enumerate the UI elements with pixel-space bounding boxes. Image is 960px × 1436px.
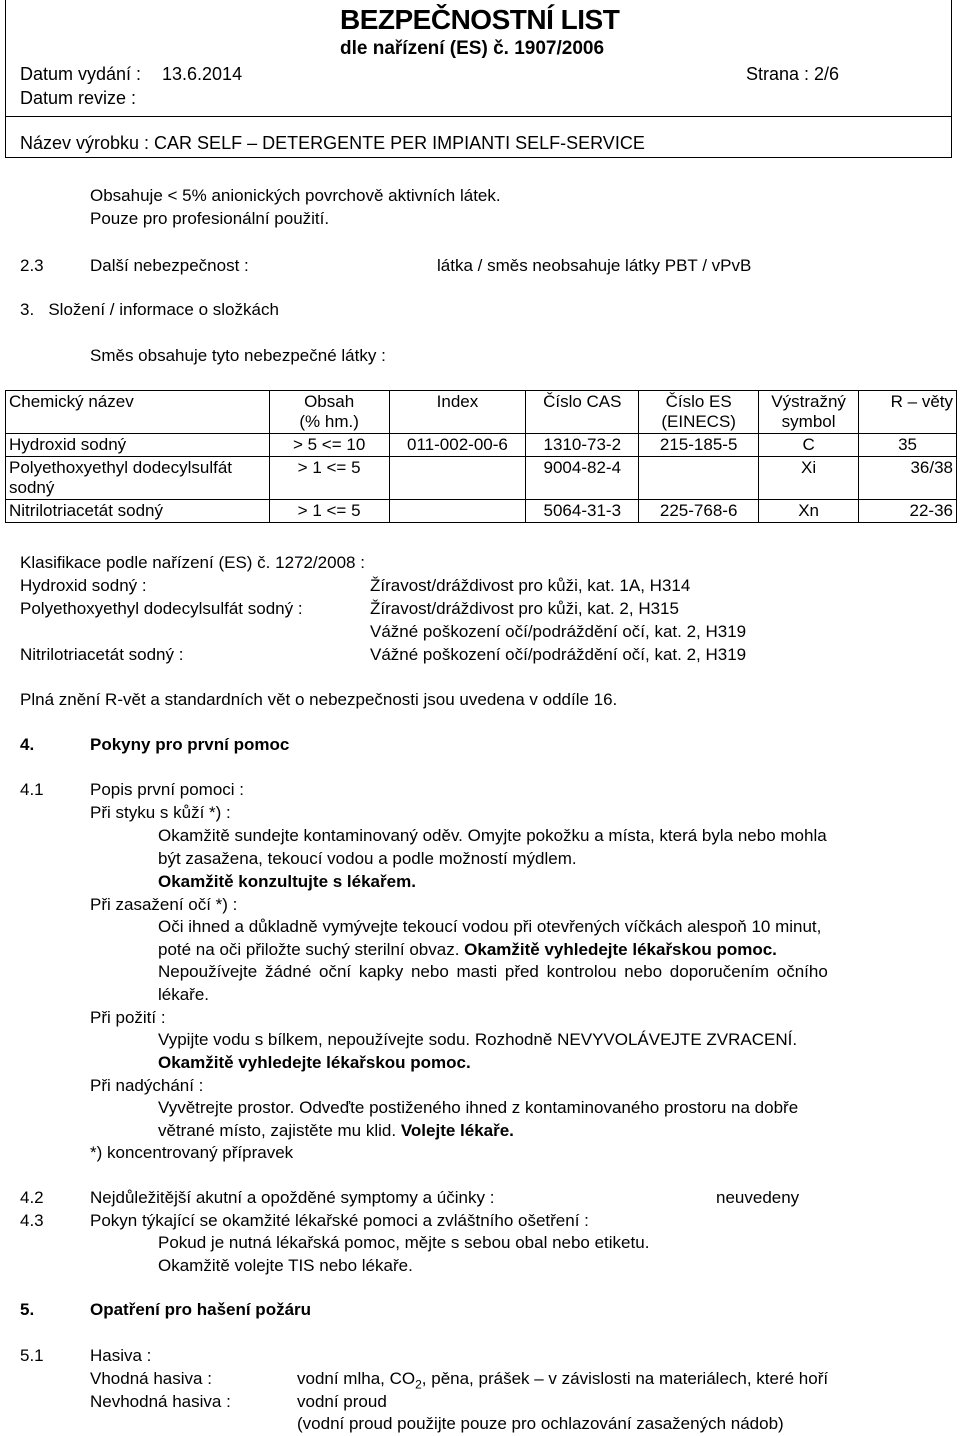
cell-es (639, 457, 759, 500)
unsuitable-media-line-2: (vodní proud použijte pouze pro ochlazování zasažených nádob) (297, 1414, 784, 1433)
section-4-2-value: neuvedeny (716, 1188, 800, 1207)
section-5-1-number: 5.1 (20, 1346, 44, 1365)
section-4-number: 4. (20, 735, 35, 754)
section-4-2-label: Nejdůležitější akutní a opožděné symptomy a účinky : (90, 1188, 495, 1207)
hazardous-substances-table (5, 390, 957, 523)
classification-value-3: Vážné poškození očí/podráždění očí, kat. 2, H319 (370, 645, 747, 664)
classification-value-1: Žíravost/dráždivost pro kůži, kat. 1A, H314 (370, 576, 691, 595)
suitable-media-b: , pěna, prášek – v závislosti na materiálech, které hoří (421, 1369, 829, 1388)
suitable-media-value (297, 1369, 828, 1391)
document-subtitle: dle nařízení (ES) č. 1907/2006 (340, 38, 605, 59)
ingestion-line-1: Vypijte vodu s bílkem, nepoužívejte sodu. Rozhodně NEVYVOLÁVEJTE ZVRACENÍ. (158, 1030, 798, 1049)
eye-contact-line-2 (158, 940, 777, 960)
cell-es: 215-185-5 (639, 434, 759, 457)
eye-contact-line-4: lékaře. (158, 985, 210, 1004)
classification-substance-2: Polyethoxyethyl dodecylsulfát sodný : (20, 599, 303, 618)
cell-name: Polyethoxyethyl dodecylsulfát sodný (6, 457, 270, 500)
ingestion-label: Při požití : (90, 1008, 166, 1027)
eye-contact-line-2b: Okamžitě vyhledejte lékařskou pomoc. (464, 940, 777, 959)
suitable-media-label: Vhodná hasiva : (90, 1369, 212, 1388)
skin-contact-line-2: být zasažena, tekoucí vodou a podle možností mýdlem. (158, 849, 577, 868)
cell-content: > 5 <= 10 (269, 434, 389, 457)
suitable-media-subscript: 2 (415, 1377, 422, 1392)
inhalation-line-2a: větrané místo, zajistěte mu klid. (158, 1121, 397, 1140)
unsuitable-media-label: Nevhodná hasiva : (90, 1392, 231, 1411)
table-row (6, 434, 957, 457)
eye-contact-label: Při zasažení očí *) : (90, 895, 238, 914)
cell-index: 011-002-00-6 (389, 434, 526, 457)
issue-date: 13.6.2014 (162, 64, 243, 84)
section-3-heading: 3. Složení / informace o složkách (20, 300, 279, 319)
section-4-3-number: 4.3 (20, 1211, 44, 1230)
intro-line-2: Pouze pro profesionální použití. (90, 209, 330, 228)
cell-index (389, 457, 526, 500)
col-header-r-phrases: R – věty (859, 391, 957, 434)
cell-content: > 1 <= 5 (269, 500, 389, 523)
col-header-es: Číslo ES (EINECS) (639, 391, 759, 434)
section-4-3-line-2: Okamžitě volejte TIS nebo lékaře. (158, 1256, 413, 1275)
inhalation-line-2b: Volejte lékaře. (400, 1121, 514, 1140)
table-header-row (6, 391, 957, 434)
section-4-3-label: Pokyn týkající se okamžité lékařské pomoci a zvláštního ošetření : (90, 1211, 589, 1230)
section-4-1-number: 4.1 (20, 780, 44, 799)
header-rule-bottom (5, 157, 952, 158)
cell-r-phrases: 36/38 (859, 457, 957, 500)
concentrate-footnote: *) koncentrovaný přípravek (90, 1143, 294, 1162)
col-header-name: Chemický název (6, 391, 270, 434)
eye-contact-line-3: Nepoužívejte žádné oční kapky nebo masti před kontrolou nebo doporučením očního (158, 962, 828, 981)
cell-index (389, 500, 526, 523)
cell-content: > 1 <= 5 (269, 457, 389, 500)
section-5-number: 5. (20, 1300, 35, 1319)
cell-r-phrases: 22-36 (859, 500, 957, 523)
skin-contact-line-3: Okamžitě konzultujte s lékařem. (158, 872, 416, 891)
header-frame-left (5, 0, 6, 158)
table-row (6, 457, 957, 500)
classification-substance-3: Nitrilotriacetát sodný : (20, 645, 184, 664)
classification-substance-1: Hydroxid sodný : (20, 576, 147, 595)
skin-contact-line-1: Okamžitě sundejte kontaminovaný oděv. Omyjte pokožku a místa, která byla nebo mohla (158, 826, 827, 845)
col-header-cas: Číslo CAS (526, 391, 639, 434)
cell-name: Hydroxid sodný (6, 434, 270, 457)
cell-symbol: Xn (759, 500, 859, 523)
intro-line-1: Obsahuje < 5% anionických povrchově aktivních látek. (90, 186, 501, 205)
inhalation-label: Při nadýchání : (90, 1076, 204, 1095)
section-5-heading: Opatření pro hašení požáru (90, 1300, 312, 1319)
unsuitable-media-line-1: vodní proud (297, 1392, 387, 1411)
section-4-2-number: 4.2 (20, 1188, 44, 1207)
col-header-symbol: Výstražný symbol (759, 391, 859, 434)
cell-cas: 1310-73-2 (526, 434, 639, 457)
cell-es: 225-768-6 (639, 500, 759, 523)
cell-r-phrases: 35 (859, 434, 957, 457)
header-frame-right (951, 0, 952, 158)
cell-cas: 9004-82-4 (526, 457, 639, 500)
section-2-3-value: látka / směs neobsahuje látky PBT / vPvB (437, 256, 752, 275)
page-number: Strana : 2/6 (746, 64, 840, 84)
section-2-3-number: 2.3 (20, 256, 44, 275)
full-text-note: Plná znění R-vět a standardních vět o nebezpečnosti jsou uvedena v oddíle 16. (20, 690, 618, 709)
section-5-1-label: Hasiva : (90, 1346, 152, 1365)
section-4-3-line-1: Pokud je nutná lékařská pomoc, mějte s sebou obal nebo etiketu. (158, 1233, 650, 1252)
document-title: BEZPEČNOSTNÍ LIST (340, 4, 620, 35)
cell-name: Nitrilotriacetát sodný (6, 500, 270, 523)
section-3-intro: Směs obsahuje tyto nebezpečné látky : (90, 346, 386, 365)
skin-contact-label: Při styku s kůží *) : (90, 803, 231, 822)
col-header-index: Index (389, 391, 526, 434)
inhalation-line-1: Vyvětrejte prostor. Odveďte postiženého ihned z kontaminovaného prostoru na dobře (158, 1098, 799, 1117)
eye-contact-line-2a: poté na oči přiložte suchý sterilní obvaz. (158, 940, 460, 959)
revision-date-label: Datum revize : (20, 88, 137, 108)
cell-symbol: C (759, 434, 859, 457)
ingestion-line-2: Okamžitě vyhledejte lékařskou pomoc. (158, 1053, 471, 1072)
table-row (6, 500, 957, 523)
section-2-3-label: Další nebezpečnost : (90, 256, 249, 275)
eye-contact-line-1: Oči ihned a důkladně vymývejte tekoucí vodou při otevřených víčkách alespoň 10 minut, (158, 917, 822, 936)
classification-value-2a: Žíravost/dráždivost pro kůži, kat. 2, H315 (370, 599, 679, 618)
issue-date-label: Datum vydání : (20, 64, 142, 84)
classification-heading: Klasifikace podle nařízení (ES) č. 1272/2008 : (20, 553, 365, 572)
inhalation-line-2 (158, 1121, 514, 1141)
classification-value-2b: Vážné poškození očí/podráždění očí, kat. 2, H319 (370, 622, 747, 641)
section-4-1-label: Popis první pomoci : (90, 780, 245, 799)
cell-cas: 5064-31-3 (526, 500, 639, 523)
suitable-media-a: vodní mlha, CO (297, 1369, 416, 1388)
cell-symbol: Xi (759, 457, 859, 500)
header-rule-top (5, 116, 952, 117)
product-name: Název výrobku : CAR SELF – DETERGENTE PER IMPIANTI SELF-SERVICE (20, 133, 645, 153)
col-header-content: Obsah (% hm.) (269, 391, 389, 434)
section-4-heading: Pokyny pro první pomoc (90, 735, 290, 754)
